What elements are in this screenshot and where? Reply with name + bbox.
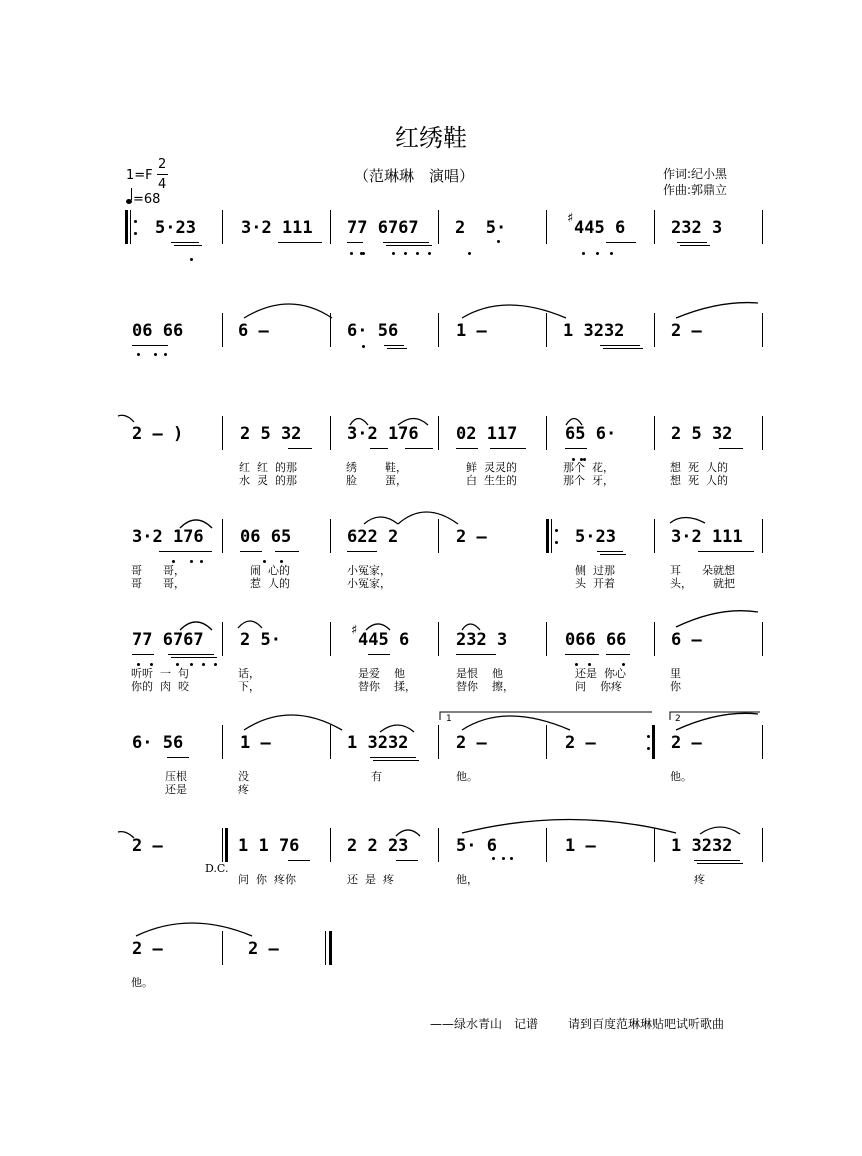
beam-line <box>606 654 630 655</box>
slur <box>670 518 705 524</box>
measure-notes: 1 3232 <box>563 321 625 341</box>
bar-line <box>330 519 331 553</box>
lyric-text: 是爱 他 <box>358 667 405 680</box>
octave-dot <box>510 857 513 860</box>
repeat-dot <box>647 747 650 750</box>
lyric-text: 头， 就把 <box>670 577 735 590</box>
lyric-text: 听听 一 句 <box>131 667 189 680</box>
slur <box>244 715 342 730</box>
octave-dot <box>164 353 167 356</box>
measure-notes: 6· 56 <box>347 321 399 341</box>
bar-line <box>438 416 439 450</box>
measure-notes: 232 3 <box>671 218 723 238</box>
measure-notes: 1 – <box>565 836 596 856</box>
slur <box>398 512 458 524</box>
time-signature-top: 2 <box>158 157 167 172</box>
bar-line <box>546 828 547 862</box>
bar-line <box>762 416 763 450</box>
lyric-text: 你的 肉 咬 <box>131 680 189 693</box>
bar-line <box>762 622 763 656</box>
beam-line <box>680 245 710 246</box>
measure-notes: 066 66 <box>565 630 627 650</box>
measure-notes: 6· 56 <box>132 733 184 753</box>
measure-notes: 1 – <box>240 733 271 753</box>
measure-notes: 5· 6 <box>456 836 497 856</box>
lyric-text: 红 红 的那 <box>239 461 297 474</box>
octave-dot <box>172 560 175 563</box>
beam-line <box>600 554 626 555</box>
bar-line <box>330 725 331 759</box>
lyric-text: 想 死 人的 <box>670 461 728 474</box>
bar-line <box>222 210 223 244</box>
beam-line <box>396 860 418 861</box>
measure-notes: 2 5· <box>240 630 281 650</box>
beam-line <box>370 448 388 449</box>
octave-dot <box>280 560 283 563</box>
octave-dot <box>596 252 599 255</box>
octave-dot <box>137 353 140 356</box>
repeat-dot <box>647 735 650 738</box>
lyric-text: 有 <box>371 770 382 783</box>
beam-line <box>275 551 299 552</box>
beam-line <box>368 654 390 655</box>
octave-dot <box>360 252 363 255</box>
bar-line <box>222 725 223 759</box>
lyricist-credit: 作词:纪小黑 <box>663 167 728 181</box>
lyric-text: 你 <box>670 680 681 693</box>
key-signature: 1=F <box>126 168 153 183</box>
listen-hint: 请到百度范琳琳贴吧试听歌曲 <box>568 1017 725 1031</box>
octave-dot <box>392 252 395 255</box>
volta-bracket <box>440 712 652 720</box>
measure-notes: 06 66 <box>132 321 184 341</box>
octave-dot <box>416 252 419 255</box>
bar-line <box>438 313 439 347</box>
lyric-text: 那个 花， <box>563 461 614 474</box>
repeat-bar <box>652 725 655 759</box>
lyric-text: 耳 朵就想 <box>670 564 735 577</box>
measure-notes: 6 – <box>238 321 269 341</box>
lyric-text: 疼 <box>238 783 249 796</box>
lyric-text: 还 是 疼 <box>347 873 394 886</box>
beam-line <box>370 757 416 758</box>
lyric-text: 侧 过那 <box>575 564 615 577</box>
measure-notes: 77 6767 <box>347 218 419 238</box>
bar-line <box>546 416 547 450</box>
lyric-text: 想 死 人的 <box>670 474 728 487</box>
beam-line <box>167 757 189 758</box>
lyric-text: 压根 <box>165 770 187 783</box>
slur <box>462 716 570 730</box>
lyric-text: 话， <box>238 667 260 680</box>
measure-notes: 2 – <box>456 527 487 547</box>
time-signature-bottom: 4 <box>158 177 167 192</box>
lyric-text: 下， <box>238 680 260 693</box>
measure-notes: 2 5· <box>455 218 507 238</box>
lyric-text: 里 <box>670 667 681 680</box>
bar-line <box>654 416 655 450</box>
tempo-marking <box>126 191 160 207</box>
octave-dot <box>202 663 205 666</box>
measure-notes: 622 2 <box>347 527 399 547</box>
beam-line <box>240 551 262 552</box>
lyric-text: 哥 哥， <box>131 577 185 590</box>
bar-line <box>222 416 223 450</box>
octave-dot <box>497 240 500 243</box>
volta-two-label: 2 <box>675 714 681 724</box>
slur <box>700 827 740 834</box>
measure-notes: 2 – <box>671 733 702 753</box>
lyric-text: 绣 鞋， <box>346 461 407 474</box>
measure-notes: 3·2 111 <box>671 527 743 547</box>
bar-line <box>762 519 763 553</box>
octave-dot <box>350 252 353 255</box>
bar-line <box>330 210 331 244</box>
octave-dot <box>583 458 586 461</box>
beam-line <box>132 654 154 655</box>
measure-notes: 06 65 <box>240 527 292 547</box>
octave-dot <box>200 560 203 563</box>
octave-dot <box>176 663 179 666</box>
section-bar <box>225 828 228 862</box>
lyric-text: 是恨 他 <box>456 667 503 680</box>
octave-dot <box>468 252 471 255</box>
beam-line <box>383 242 429 243</box>
beam-line <box>603 348 643 349</box>
beam-line <box>565 448 587 449</box>
lyric-text: 他， <box>456 873 478 886</box>
beam-line <box>387 348 407 349</box>
bar-line <box>222 622 223 656</box>
slur <box>380 725 414 732</box>
bar-line <box>654 519 655 553</box>
lyric-text: 白 生生的 <box>466 474 517 487</box>
slur <box>462 305 566 318</box>
slur <box>118 415 134 422</box>
beam-line <box>697 863 743 864</box>
octave-dot <box>404 252 407 255</box>
bar-line <box>762 210 763 244</box>
beam-line <box>384 345 404 346</box>
octave-dot <box>190 560 193 563</box>
bar-line <box>762 313 763 347</box>
bar-line <box>438 725 439 759</box>
final-bar <box>329 931 332 965</box>
measure-notes: 2 – <box>132 836 163 856</box>
octave-dot <box>502 857 505 860</box>
repeat-bar <box>125 210 128 244</box>
bar-line <box>551 519 552 553</box>
volta-bracket <box>670 712 760 720</box>
octave-dot <box>428 252 431 255</box>
measure-notes: 2 – <box>456 733 487 753</box>
beam-line <box>168 654 214 655</box>
measure-notes: 2 5 32 <box>240 424 302 444</box>
measure-notes: 65 6· <box>565 424 617 444</box>
slur <box>244 304 332 318</box>
measure-notes: 1 3232 <box>347 733 409 753</box>
beam-line <box>159 551 181 552</box>
slur <box>238 621 262 628</box>
lyric-text: 问 你疼 <box>575 680 622 693</box>
measure-notes: 2 2 23 <box>347 836 409 856</box>
measure-notes: 2 – <box>565 733 596 753</box>
beam-line <box>698 551 754 552</box>
measure-notes: 6 – <box>671 630 702 650</box>
da-capo-mark: D.C. <box>205 862 229 875</box>
octave-dot <box>190 258 193 261</box>
beam-line <box>148 345 168 346</box>
octave-dot <box>572 458 575 461</box>
bar-line <box>654 210 655 244</box>
lyric-text: 他。 <box>456 770 478 783</box>
beam-line <box>278 242 322 243</box>
bar-line <box>222 313 223 347</box>
bar-line <box>330 828 331 862</box>
bar-line <box>438 210 439 244</box>
octave-dot <box>214 663 217 666</box>
octave-dot <box>362 345 365 348</box>
lyric-text: 问 你 疼你 <box>238 873 296 886</box>
beam-line <box>373 760 419 761</box>
lyric-text: 他。 <box>670 770 692 783</box>
beam-line <box>490 448 526 449</box>
repeat-dot <box>134 232 137 235</box>
measure-notes: 2 – ) <box>132 424 184 444</box>
bar-line <box>330 622 331 656</box>
octave-dot <box>150 663 153 666</box>
measure-notes: 2 – <box>248 939 279 959</box>
lyric-text: 替你 擦， <box>456 680 514 693</box>
lyric-text: 鲜 灵灵的 <box>466 461 517 474</box>
bar-line <box>654 828 655 862</box>
slur <box>180 622 212 630</box>
repeat-dot <box>555 529 558 532</box>
lyric-text: 疼 <box>694 873 705 886</box>
slur <box>462 820 676 834</box>
lyric-text: 没 <box>238 770 249 783</box>
beam-line <box>606 242 636 243</box>
transcriber-credit: ——绿水青山 记谱 <box>430 1017 539 1031</box>
repeat-dot <box>555 541 558 544</box>
measure-notes: 1 – <box>456 321 487 341</box>
beam-line <box>600 345 640 346</box>
slur <box>136 923 252 936</box>
lyric-text: 小冤家， <box>347 564 391 577</box>
octave-dot <box>575 663 578 666</box>
bar-line <box>762 828 763 862</box>
slur <box>676 713 758 730</box>
beam-line <box>677 242 707 243</box>
lyric-text: 那个 牙， <box>563 474 614 487</box>
beam-line <box>171 657 217 658</box>
octave-dot <box>154 353 157 356</box>
beam-line <box>180 551 212 552</box>
beam-line <box>565 654 599 655</box>
bar-line <box>762 725 763 759</box>
octave-dot <box>610 252 613 255</box>
measure-notes: 3·2 111 <box>241 218 313 238</box>
bar-line <box>438 828 439 862</box>
bar-line <box>330 313 331 347</box>
beam-line <box>347 551 377 552</box>
bar-line <box>330 416 331 450</box>
octave-dot <box>622 663 625 666</box>
measure-notes: 5·23 <box>155 218 196 238</box>
octave-dot <box>190 663 193 666</box>
beam-line <box>456 654 496 655</box>
lyric-text: 脸 蛋， <box>346 474 407 487</box>
beam-line <box>597 551 623 552</box>
octave-dot <box>588 663 591 666</box>
measure-notes: 232 3 <box>456 630 508 650</box>
measure-notes: 445 6 <box>358 630 410 650</box>
octave-dot <box>263 560 266 563</box>
measure-notes: 77 6767 <box>132 630 204 650</box>
octave-dot <box>137 663 140 666</box>
bar-line <box>130 210 131 244</box>
beam-line <box>405 448 433 449</box>
measure-notes: 1 3232 <box>671 836 733 856</box>
singer-line: （范琳琳 演唱） <box>354 167 475 185</box>
bar-line <box>222 828 223 862</box>
time-signature-line <box>157 174 168 175</box>
lyric-text: 头 开着 <box>575 577 615 590</box>
measure-notes: 2 5 32 <box>671 424 733 444</box>
measure-notes: 02 117 <box>456 424 518 444</box>
bar-line <box>654 622 655 656</box>
octave-dot <box>582 252 585 255</box>
measure-notes: 2 – <box>671 321 702 341</box>
measure-notes: 3·2 176 <box>132 527 204 547</box>
slur <box>364 517 398 524</box>
bar-line <box>222 519 223 553</box>
beam-line <box>288 860 310 861</box>
beam-line <box>347 242 363 243</box>
sharp-icon: ♯ <box>351 623 358 638</box>
lyric-text: 水 灵 的那 <box>239 474 297 487</box>
lyric-text: 替你 揉， <box>358 680 416 693</box>
beam-line <box>456 448 478 449</box>
measure-notes: 5·23 <box>575 527 616 547</box>
beam-line <box>288 448 312 449</box>
bar-line <box>546 622 547 656</box>
beam-line <box>694 860 740 861</box>
octave-dot <box>492 857 495 860</box>
measure-notes: 3·2 176 <box>347 424 419 444</box>
bar-line <box>546 210 547 244</box>
composer-credit: 作曲:郭鼎立 <box>663 183 728 197</box>
repeat-bar <box>546 519 549 553</box>
beam-line <box>171 242 199 243</box>
beam-line <box>386 245 432 246</box>
repeat-dot <box>134 220 137 223</box>
slur <box>676 611 758 627</box>
bar-line <box>222 931 223 965</box>
beam-line <box>174 245 202 246</box>
measure-notes: 2 – <box>132 939 163 959</box>
sharp-icon: ♯ <box>567 211 574 226</box>
lyric-text: 还是 <box>165 783 187 796</box>
slur <box>676 303 758 318</box>
bar-line <box>546 313 547 347</box>
bar-line <box>438 622 439 656</box>
bar-line <box>438 519 439 553</box>
lyric-text: 惹 人的 <box>250 577 290 590</box>
measure-notes: 445 6 <box>574 218 626 238</box>
lyric-text: 闹 心的 <box>250 564 290 577</box>
volta-one-label: 1 <box>446 714 452 724</box>
lyric-text: 小冤家， <box>347 577 391 590</box>
lyric-text: 还是 你心 <box>575 667 626 680</box>
song-title: 红绣鞋 <box>395 124 467 152</box>
bar-line <box>654 313 655 347</box>
bar-line <box>546 725 547 759</box>
beam-line <box>719 448 743 449</box>
bar-line <box>325 931 326 965</box>
lyric-text: 他。 <box>131 976 153 989</box>
tempo-value: =68 <box>133 192 161 207</box>
measure-notes: 1 1 76 <box>238 836 300 856</box>
lyric-text: 哥 哥， <box>131 564 185 577</box>
